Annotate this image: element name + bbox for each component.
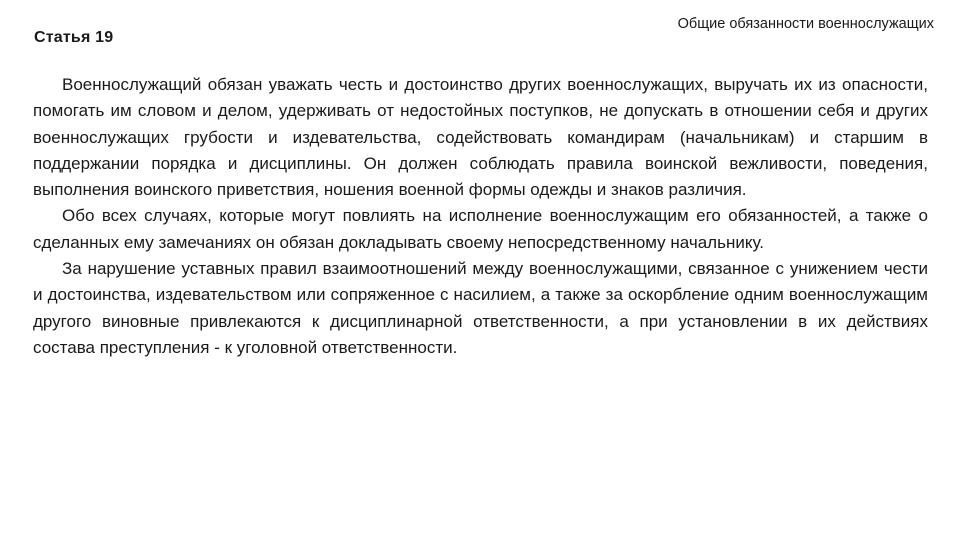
section-title: Общие обязанности военнослужащих	[677, 16, 934, 32]
paragraph-2: Обо всех случаях, которые могут повлиять на исполнение военнослужащим его обязанностей, а также о сделанных ему замечаниях он обязан докладывать своему непосредственному начальнику.	[33, 206, 928, 252]
paragraph-1: Военнослужащий обязан уважать честь и достоинство других военнослужащих, выручать их из опасности, помогать им словом и делом, удерживать от недостойных поступков, не допускать в отношении себя и других военнослужащих грубости и издевательства, содействовать командирам (начальникам) и старшим в поддержании порядка и дисциплины. Он должен соблюдать правила воинской вежливости, поведения, выполнения воинского приветствия, ношения военной формы одежды и знаков различия.	[33, 75, 928, 200]
article-label: Статья 19	[34, 29, 114, 46]
paragraph-3: За нарушение уставных правил взаимоотношений между военнослужащими, связанное с унижением чести и достоинства, издевательством или сопряженное с насилием, а также за оскорбление одним военнослужащим другого виновные привлекаются к дисциплинарной ответственности, а при установлении в их действиях состава преступления - к уголовной ответственности.	[33, 259, 928, 357]
article-body	[33, 72, 928, 361]
